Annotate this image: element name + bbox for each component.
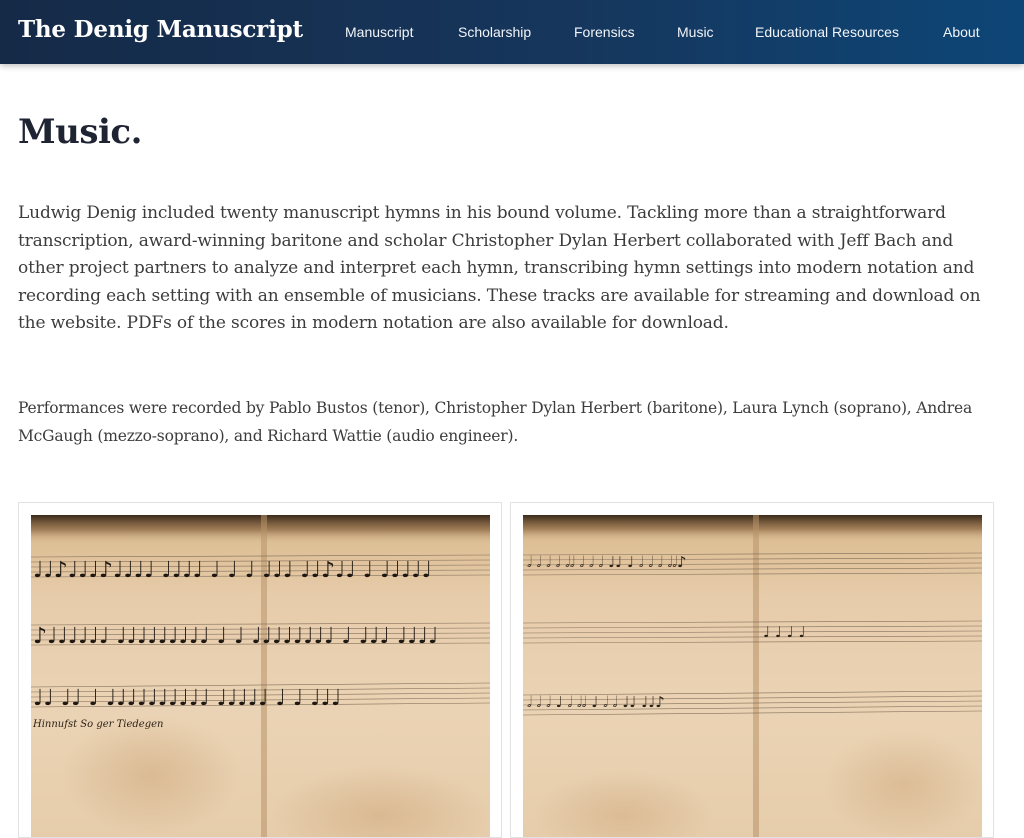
svg-text:Hinnufst So ger Tiedegen: Hinnufst So ger Tiedegen <box>33 719 164 730</box>
svg-text:𝅗𝅥 𝅗𝅥 𝅗𝅥 𝅗𝅥 𝅗𝅥𝅗𝅥 �: 𝅗𝅥 𝅗𝅥 𝅗𝅥 𝅗𝅥 𝅗𝅥𝅗𝅥 𝅗𝅥 𝅗𝅥 𝅗𝅥 ♩♩ ♩ 𝅗𝅥 𝅗𝅥 𝅗𝅥 𝅗𝅥𝅗𝅥♪ <box>527 553 687 571</box>
svg-text:♪♩♩♩♩♩♩ ♩♩♩♩♩♩♩♩♩ ♩ ♩ ♩♩♩♩♩♩♩♩: ♪♩♩♩♩♩♩ ♩♩♩♩♩♩♩♩♩ ♩ ♩ ♩♩♩♩♩♩♩♩ ♩ ♩♩♩ ♩♩♩♩ <box>33 624 439 649</box>
intro-paragraph: Ludwig Denig included twenty manuscript hymns in his bound volume. Tackling more than a straightforward transcription, award-winning baritone and scholar Christopher Dylan Herbert collaborated with Jeff Bach and other project partners to analyze and interpret each hymn, transcribing hymn settings into modern notation and recording each setting with an ensemble of musicians. These tracks are available for streaming and download on the website. PDFs of the scores in modern notation are also available for download. <box>18 203 981 334</box>
manuscript-score-image-2 <box>523 515 982 838</box>
manuscript-score-image-1 <box>31 515 490 838</box>
nav-item-scholarship[interactable]: Scholarship <box>458 24 532 40</box>
svg-text:♩ ♩ ♩ ♩: ♩ ♩ ♩ ♩ <box>763 623 806 641</box>
performers-paragraph: Performances were recorded by Pablo Bustos (tenor), Christopher Dylan Herbert (baritone), Laura Lynch (soprano), Andrea McGaugh (mezzo-soprano), and Richard Wattie (audio engineer). <box>18 399 972 445</box>
manuscript-page-image-1[interactable] <box>31 515 490 838</box>
svg-text:𝅗𝅥 𝅗𝅥 𝅗𝅥 ♩ 𝅗𝅥 𝅗𝅥�: 𝅗𝅥 𝅗𝅥 𝅗𝅥 ♩ 𝅗𝅥 𝅗𝅥𝅗𝅥 ♩ 𝅗𝅥 𝅗𝅥 ♩♩ ♩♩♪ <box>527 693 665 711</box>
site-brand-link[interactable]: The Denig Manuscript <box>18 16 303 43</box>
nav-item-manuscript[interactable]: Manuscript <box>345 24 414 40</box>
site-header <box>0 0 1024 64</box>
hymn-card-2[interactable] <box>510 502 994 838</box>
svg-text:♩♩ ♩♩ ♩ ♩♩♩♩♩♩♩♩♩♩ ♩♩♩♩♩ ♩ ♩: ♩♩ ♩♩ ♩ ♩♩♩♩♩♩♩♩♩♩ ♩♩♩♩♩ ♩ ♩ ♩♩♩ <box>33 686 342 711</box>
nav-item-about[interactable]: About <box>943 24 980 40</box>
manuscript-page-image-2[interactable] <box>523 515 982 838</box>
hymn-card-1[interactable] <box>18 502 502 838</box>
nav-item-educational-resources[interactable]: Educational Resources <box>755 24 899 40</box>
nav-item-music[interactable]: Music <box>677 24 714 40</box>
svg-text:♩♩♪♩♩♩♪♩♩♩♩ ♩♩♩♩ ♩ ♩ ♩ ♩♩♩ ♩♩♪: ♩♩♪♩♩♩♪♩♩♩♩ ♩♩♩♩ ♩ ♩ ♩ ♩♩♩ ♩♩♪♩♩ ♩ ♩♩♩♩♩ <box>33 558 432 583</box>
page-title: Music. <box>18 112 142 152</box>
nav-item-forensics[interactable]: Forensics <box>574 24 635 40</box>
